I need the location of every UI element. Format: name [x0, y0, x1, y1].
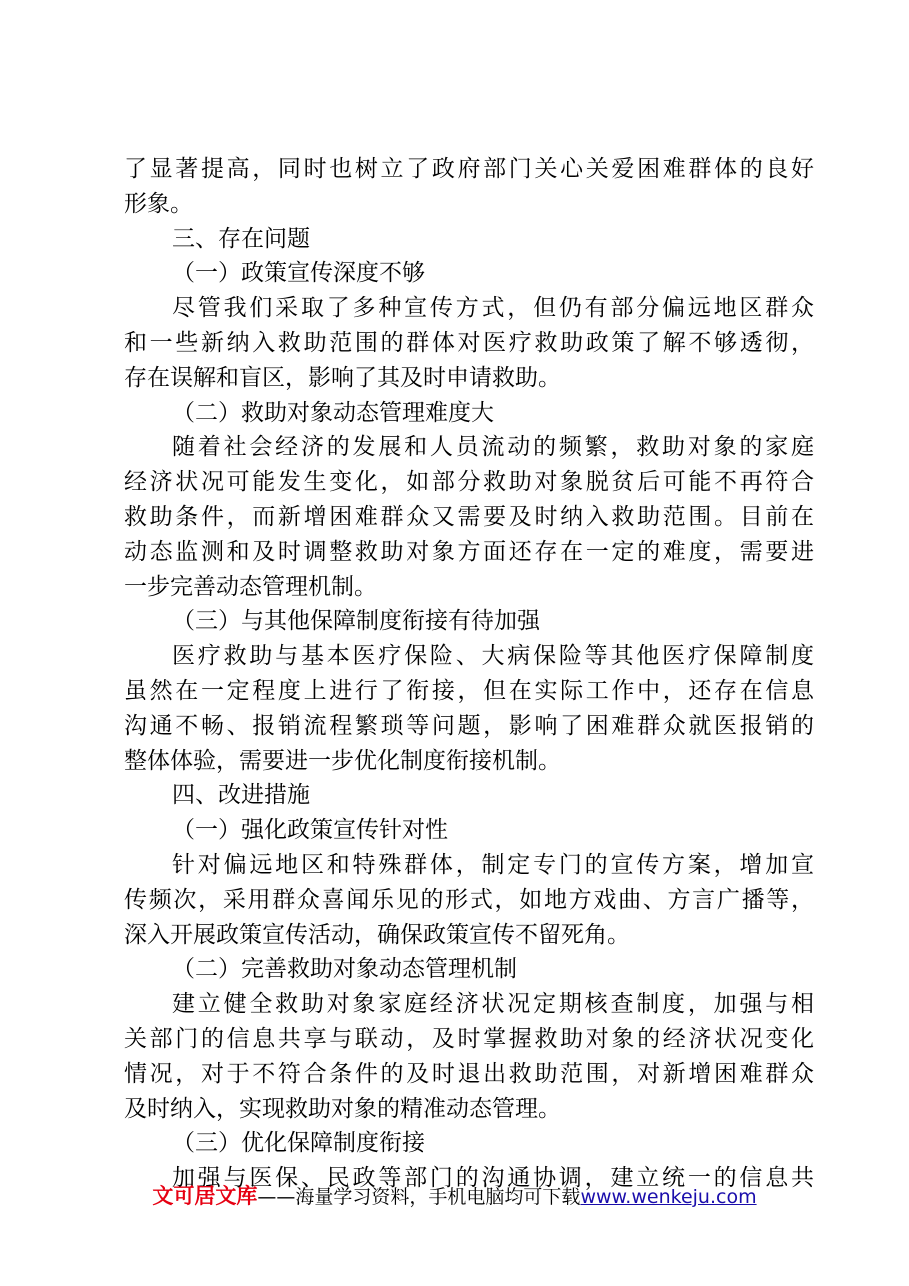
paragraph-line: 虽然在一定程度上进行了衔接，但在实际工作中，还存在信息 — [124, 678, 814, 704]
paragraph-line: 沟通不畅、报销流程繁琐等问题，影响了困难群众就医报销的 — [124, 713, 814, 739]
paragraph-line: 尽管我们采取了多种宣传方式，但仍有部分偏远地区群众 — [172, 295, 814, 321]
paragraph-line: 针对偏远地区和特殊群体，制定专门的宣传方案，增加宣 — [172, 852, 814, 878]
footer-site-link[interactable]: www.wenkeju.com — [580, 1186, 757, 1208]
subsection-heading: （一）政策宣传深度不够 — [172, 260, 425, 286]
paragraph-line: 建立健全救助对象家庭经济状况定期核查制度，加强与相 — [172, 991, 814, 1017]
paragraph-line: 整体体验，需要进一步优化制度衔接机制。 — [124, 748, 561, 774]
subsection-heading: （一）强化政策宣传针对性 — [172, 817, 448, 843]
subsection-heading: （二）完善救助对象动态管理机制 — [172, 956, 517, 982]
subsection-heading: （三）与其他保障制度衔接有待加强 — [172, 608, 540, 634]
footer — [0, 1182, 909, 1211]
paragraph-line: 了显著提高，同时也树立了政府部门关心关爱困难群体的良好 — [124, 156, 814, 182]
section-heading: 三、存在问题 — [172, 226, 310, 252]
paragraph-line: 关部门的信息共享与联动，及时掌握救助对象的经济状况变化 — [124, 1026, 814, 1052]
paragraph-line: 深入开展政策宣传活动，确保政策宣传不留死角。 — [124, 922, 630, 948]
paragraph-line: 及时纳入，实现救助对象的精准动态管理。 — [124, 1096, 561, 1122]
paragraph-line: 一步完善动态管理机制。 — [124, 574, 377, 600]
paragraph-line: 形象。 — [124, 191, 193, 217]
footer-slogan: ——海量学习资料，手机电脑均可下载 — [257, 1186, 581, 1208]
paragraph-line: 动态监测和及时调整救助对象方面还存在一定的难度，需要进 — [124, 539, 814, 565]
paragraph-line: 经济状况可能发生变化，如部分救助对象脱贫后可能不再符合 — [124, 469, 814, 495]
subsection-heading: （二）救助对象动态管理难度大 — [172, 400, 494, 426]
paragraph-line: 随着社会经济的发展和人员流动的频繁，救助对象的家庭 — [172, 434, 814, 460]
paragraph-line: 医疗救助与基本医疗保险、大病保险等其他医疗保障制度 — [172, 643, 814, 669]
paragraph-line: 传频次，采用群众喜闻乐见的形式，如地方戏曲、方言广播等， — [124, 887, 814, 913]
footer-brand: 文可居文库 — [152, 1184, 258, 1208]
paragraph-line: 救助条件，而新增困难群众又需要及时纳入救助范围。目前在 — [124, 504, 814, 530]
paragraph-line: 情况，对于不符合条件的及时退出救助范围，对新增困难群众 — [124, 1061, 814, 1087]
paragraph-line: 和一些新纳入救助范围的群体对医疗救助政策了解不够透彻， — [124, 330, 814, 356]
paragraph-line: 存在误解和盲区，影响了其及时申请救助。 — [124, 365, 561, 391]
subsection-heading: （三）优化保障制度衔接 — [172, 1130, 425, 1156]
paragraph-line: 加强与医保、民政等部门的沟通协调，建立统一的信息共 — [172, 1165, 814, 1191]
section-heading: 四、改进措施 — [172, 782, 310, 808]
